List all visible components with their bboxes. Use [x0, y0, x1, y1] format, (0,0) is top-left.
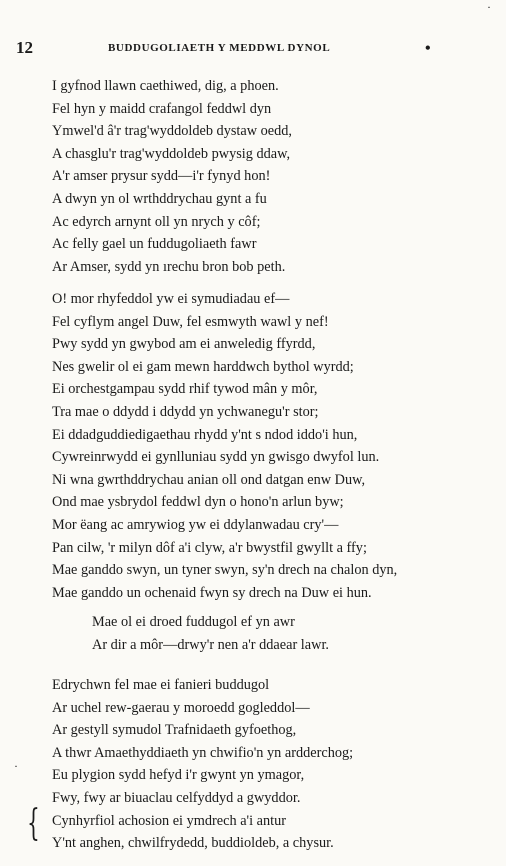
- verse-line: Ei orchestgampau sydd rhif tywod mân y môr,: [52, 381, 318, 398]
- verse-line: Ar gestyll symudol Trafnidaeth gyfoethog,: [52, 722, 297, 739]
- corner-mark: ·: [487, 0, 491, 14]
- verse-line: Mor ëang ac amrywiog yw ei ddylanwadau cry'—: [52, 517, 339, 533]
- verse-line: Y'nt anghen, chwilfrydedd, buddioldeb, a chysur.: [52, 835, 334, 852]
- verse-line: A thwr Amaethyddiaeth yn chwifio'n yn ardderchog;: [52, 744, 354, 761]
- verse-line: Ar Amser, sydd yn ırechu bron bob peth.: [52, 258, 286, 275]
- verse-line: I gyfnod llawn caethiwed, dig, a phoen.: [52, 78, 279, 94]
- margin-brace: {: [27, 803, 40, 844]
- verse-line: Mae ganddo swyn, un tyner swyn, sy'n drech na chalon dyn,: [52, 562, 398, 579]
- verse-line: Pan cilw, 'r milyn dôf a'i clyw, a'r bwystfil gwyllt a ffy;: [52, 539, 367, 556]
- verse-line: Ei ddadguddiedigaethau rhydd y'nt s ndod iddo'i hun,: [52, 426, 358, 443]
- verse-line: Eu plygion sydd hefyd i'r gwynt yn ymagor,: [52, 767, 305, 784]
- verse-line: Edrychwn fel mae ei fanieri buddugol: [52, 677, 270, 693]
- verse-line: Ymwel'd â'r trag'wyddoldeb dystaw oedd,: [52, 123, 292, 140]
- verse-line: Cywreinrwydd ei gynlluniau sydd yn gwisgo dwyfol lun.: [52, 449, 380, 466]
- verse-line: A'r amser prysur sydd—i'r fynyd hon!: [52, 168, 271, 185]
- verse-line: Ac edyrch arnynt oll yn nrych y côf;: [52, 213, 261, 230]
- running-head-ornament: •: [425, 40, 431, 57]
- verse-line: Fwy, fwy ar biuaclau celfyddyd a gwyddor.: [52, 790, 301, 806]
- verse-line: Ar dir a môr—drwy'r nen a'r ddaear lawr.: [92, 636, 329, 653]
- verse-line: Nes gwelir ol ei gam mewn harddwch bythol wyrdd;: [52, 358, 354, 375]
- verse-line: Pwy sydd yn gwybod am ei anweledig ffyrdd,: [52, 336, 316, 353]
- verse-line: O! mor rhyfeddol yw ei symudiadau ef—: [52, 291, 290, 307]
- verse-line: Mae ganddo un ochenaid fwyn sy drech na Duw ei hun.: [52, 584, 372, 601]
- verse-line: Ni wna gwrthddrychau anian oll ond datgan enw Duw,: [52, 471, 366, 488]
- verse-line: A dwyn yn ol wrthddrychau gynt a fu: [52, 191, 267, 207]
- verse-line: Ond mae ysbrydol feddwl dyn o hono'n arlun byw;: [52, 494, 344, 511]
- page-number: 12: [16, 38, 33, 57]
- verse-line: Ar uchel rew-gaerau y moroedd gogleddol—: [52, 699, 310, 716]
- verse-line: Mae ol ei droed fuddugol ef yn awr: [92, 614, 295, 630]
- margin-dot: ·: [14, 759, 18, 773]
- verse-line: Ac felly gael un fuddugoliaeth fawr: [52, 236, 257, 253]
- verse-line: Tra mae o ddydd i ddydd yn ychwanegu'r stor;: [52, 404, 319, 420]
- running-head: BUDDUGOLIAETH Y MEDDWL DYNOL: [108, 42, 331, 54]
- verse-line: A chasglu'r trag'wyddoldeb pwysig ddaw,: [52, 145, 291, 162]
- verse-line: Fel hyn y maidd crafangol feddwl dyn: [52, 100, 272, 117]
- verse-line: Fel cyflym angel Duw, fel esmwyth wawl y nef!: [52, 313, 329, 330]
- verse-line: Cynhyrfiol achosion ei ymdrech a'i antur: [52, 812, 287, 829]
